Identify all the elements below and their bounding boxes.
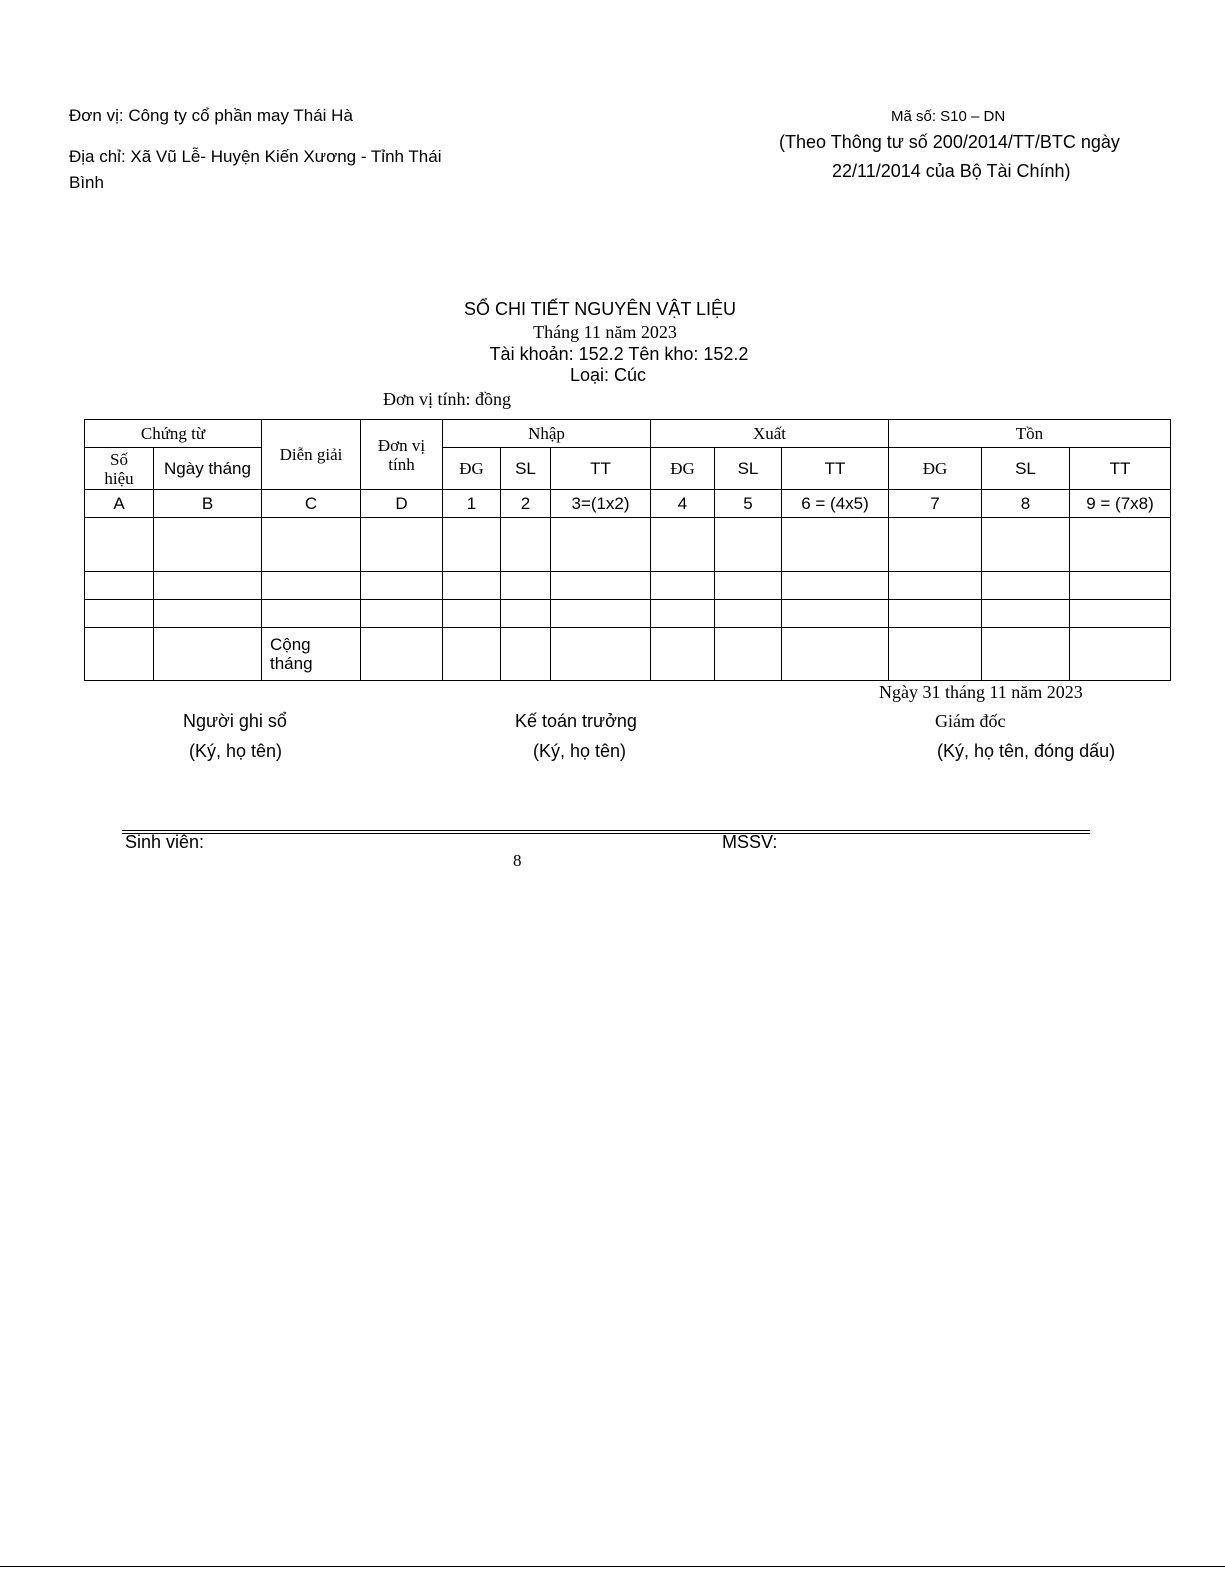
code-cell: 5: [715, 490, 782, 518]
header-unit-text: Đơn vị tính: [377, 435, 426, 474]
circular-reference-line1: (Theo Thông tư số 200/2014/TT/BTC ngày: [779, 132, 1120, 152]
bottom-rule: [0, 1566, 1225, 1567]
ledger-category: Loại: Cúc: [569, 365, 647, 385]
header-unit: [361, 420, 443, 490]
header-export-price: ĐG: [651, 448, 715, 490]
currency-unit: Đơn vị tính: đồng: [383, 389, 512, 409]
recorder-note: (Ký, họ tên): [189, 741, 283, 761]
table-row: [85, 572, 1171, 600]
director-note: (Ký, họ tên, đóng dấu): [937, 741, 1116, 761]
ledger-account: Tài khoản: 152.2 Tên kho: 152.2: [489, 344, 749, 364]
chief-accountant-title: Kế toán trưởng: [515, 711, 637, 731]
footer-student: Sinh viên:: [125, 832, 205, 852]
total-row: [85, 628, 1171, 681]
total-label-text: Cộng tháng: [270, 635, 313, 673]
ledger-title: SỔ CHI TIẾT NGUYÊN VẬT LIỆU: [463, 299, 737, 319]
code-cell: 1: [443, 490, 501, 518]
code-cell: 3=(1x2): [551, 490, 651, 518]
header-voucher: Chứng từ: [85, 420, 262, 448]
footer-rule: [122, 830, 1090, 831]
header-balance-amount: TT: [1070, 448, 1171, 490]
header-description: Diễn giải: [262, 420, 361, 490]
header-import-amount: TT: [551, 448, 651, 490]
header-import-qty: SL: [501, 448, 551, 490]
code-cell: 4: [651, 490, 715, 518]
header-balance-price: ĐG: [889, 448, 982, 490]
ledger-table: [84, 419, 1171, 681]
code-cell: 6 = (4x5): [782, 490, 889, 518]
header-balance-qty: SL: [982, 448, 1070, 490]
header-export: Xuất: [651, 420, 889, 448]
header-import-price: ĐG: [443, 448, 501, 490]
chief-accountant-note: (Ký, họ tên): [533, 741, 627, 761]
code-cell: D: [361, 490, 443, 518]
director-title: Giám đốc: [935, 711, 1006, 731]
header-voucher-number-text: Số hiệu: [104, 449, 134, 488]
ledger-month: Tháng 11 năm 2023: [533, 322, 677, 342]
table-row: [85, 518, 1171, 572]
header-export-amount: TT: [782, 448, 889, 490]
table-row: [85, 600, 1171, 628]
header-import: Nhập: [443, 420, 651, 448]
total-label: [262, 628, 361, 681]
company-unit: Đơn vị: Công ty cổ phần may Thái Hà: [69, 106, 353, 125]
header-export-qty: SL: [715, 448, 782, 490]
code-cell: 8: [982, 490, 1070, 518]
code-cell: A: [85, 490, 154, 518]
header-voucher-number: [85, 448, 154, 490]
company-address: Địa chỉ: Xã Vũ Lễ- Huyện Kiến Xương - Tỉnh Thái Bình: [69, 147, 442, 192]
header-balance: Tồn: [889, 420, 1171, 448]
sign-date: Ngày 31 tháng 11 năm 2023: [879, 682, 1083, 702]
form-code: Mã số: S10 – DN: [891, 108, 1006, 125]
circular-reference-line2: 22/11/2014 của Bộ Tài Chính): [832, 161, 1071, 181]
code-cell: B: [154, 490, 262, 518]
header-voucher-date: Ngày tháng: [154, 448, 262, 490]
footer-rule-inner: [122, 833, 1090, 834]
code-cell: C: [262, 490, 361, 518]
code-cell: 7: [889, 490, 982, 518]
recorder-title: Người ghi sổ: [183, 711, 287, 731]
code-cell: 2: [501, 490, 551, 518]
page-number: 8: [513, 851, 522, 870]
code-cell: 9 = (7x8): [1070, 490, 1171, 518]
footer-student-id: MSSV:: [722, 832, 778, 852]
